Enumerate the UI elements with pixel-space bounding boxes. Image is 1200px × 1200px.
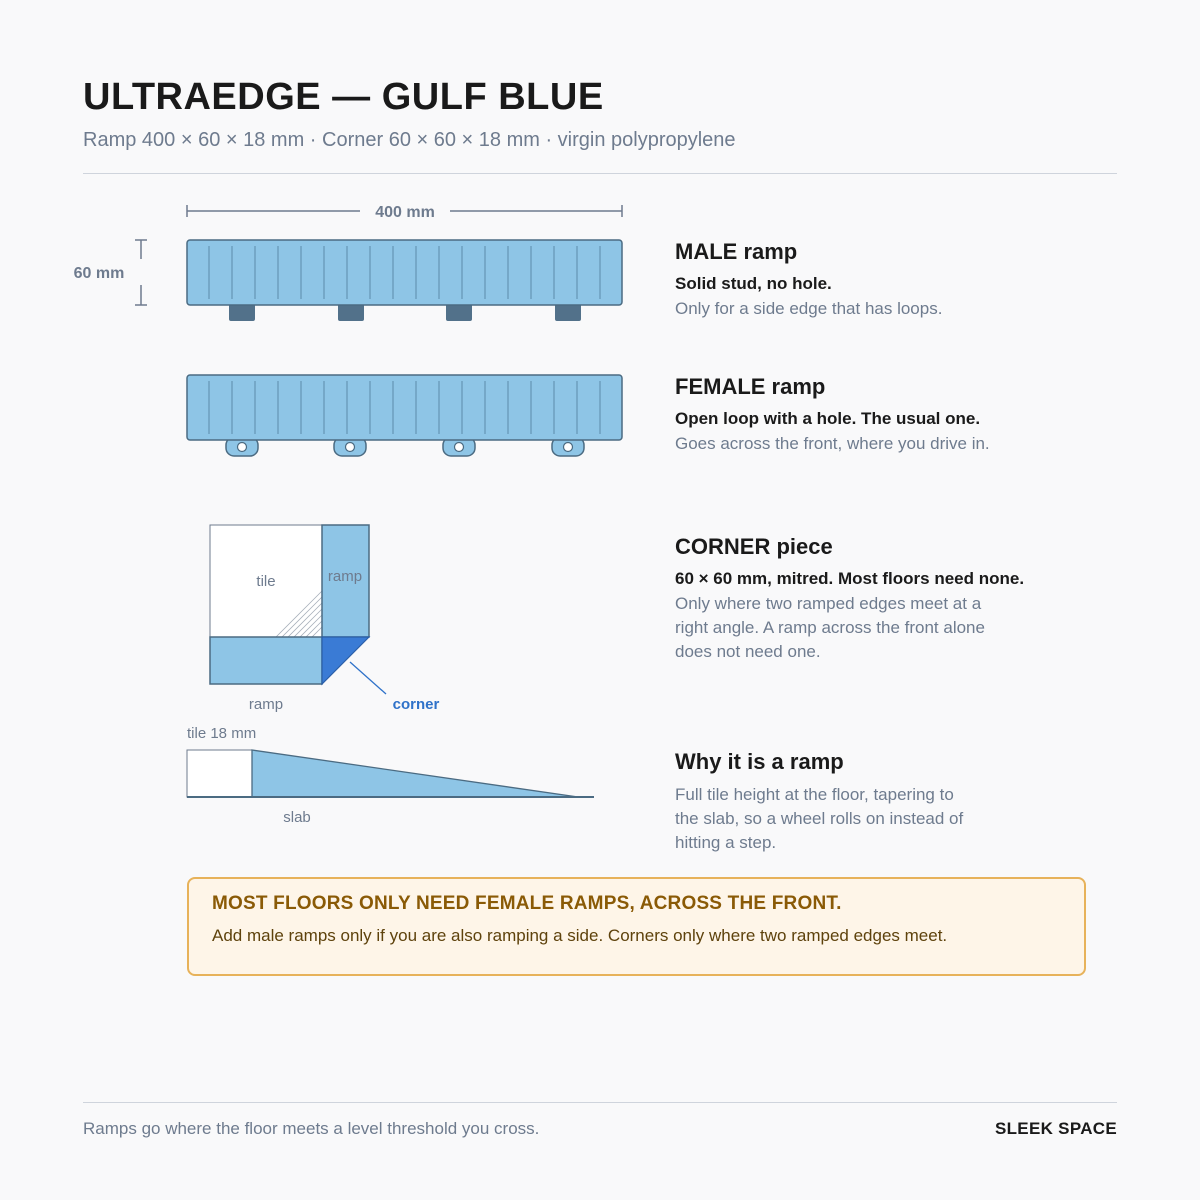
male-title: MALE ramp	[675, 239, 798, 264]
female-desc: Goes across the front, where you drive in.	[675, 434, 990, 453]
ramp-wedge	[252, 750, 578, 797]
corner-section	[675, 534, 1024, 664]
ramp-horizontal-label: ramp	[248, 696, 284, 713]
width-dimension	[187, 204, 622, 221]
brand-name: SLEEK SPACE	[994, 1119, 1117, 1138]
male-ramp-illustration	[187, 240, 622, 321]
horizontal-ramp	[210, 637, 322, 684]
corner-label: corner	[392, 696, 440, 713]
male-desc: Only for a side edge that has loops.	[675, 299, 943, 318]
female-title: FEMALE ramp	[675, 374, 826, 399]
tile-height-label: tile 18 mm	[187, 725, 257, 742]
tile-label: tile	[256, 573, 276, 590]
female-section	[675, 374, 990, 456]
why-section	[675, 749, 965, 855]
footer-note: Ramps go where the floor meets a level threshold you cross.	[83, 1119, 540, 1138]
height-label: 60 mm	[73, 265, 125, 282]
page-subtitle: Ramp 400 × 60 × 18 mm · Corner 60 × 60 × 18 mm · virgin polypropylene	[83, 129, 736, 151]
callout-body: Add male ramps only if you are also ramping a side. Corners only where two ramped edges meet.	[212, 926, 948, 945]
footer-divider	[83, 1102, 1117, 1103]
ramp-vertical-label: ramp	[327, 568, 363, 585]
height-dimension	[74, 240, 147, 305]
male-strong: Solid stud, no hole.	[675, 274, 832, 293]
slab-label: slab	[283, 809, 311, 826]
male-section	[675, 239, 942, 321]
corner-strong: 60 × 60 mm, mitred. Most floors need none.	[675, 569, 1025, 588]
page-title: ULTRAEDGE — GULF BLUE	[83, 76, 604, 118]
corner-title: CORNER piece	[675, 534, 833, 559]
callout-box	[187, 877, 1086, 976]
corner-illustration	[210, 525, 440, 713]
callout-title: MOST FLOORS ONLY NEED FEMALE RAMPS, ACROSS THE FRONT.	[212, 893, 842, 914]
corner-desc: Only where two ramped edges meet at a right angle. A ramp across the front alone does not need one.	[675, 594, 985, 661]
female-ramp-illustration	[187, 375, 622, 456]
tile-profile	[187, 750, 252, 797]
corner-piece	[322, 637, 369, 684]
ramp-profile-illustration	[187, 725, 594, 826]
width-label: 400 mm	[375, 204, 435, 221]
why-desc: Full tile height at the floor, tapering to the slab, so a wheel rolls on instead of hitting a step.	[675, 785, 964, 852]
female-strong: Open loop with a hole. The usual one.	[675, 409, 981, 428]
why-title: Why it is a ramp	[675, 749, 844, 774]
